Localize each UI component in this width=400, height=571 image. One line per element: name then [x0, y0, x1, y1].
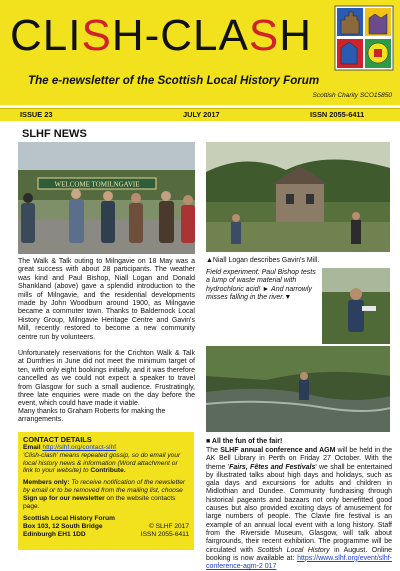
title-part: S	[248, 11, 280, 60]
fair-text-italic: Scottish Local History	[257, 546, 330, 554]
issue-date: JULY 2017	[183, 110, 220, 119]
contact-issn: ISSN 2055-6411	[140, 530, 189, 538]
contact-email	[23, 444, 189, 452]
address-line2: Edinburgh EH1 1DD	[23, 530, 86, 538]
issue-bar	[0, 108, 400, 121]
members-info	[23, 479, 189, 510]
slhf-logo-icon	[335, 6, 393, 70]
section-title: SLHF NEWS	[22, 128, 87, 140]
article-paragraph: The Walk & Talk outing to Milngavie on 18 May was a great success with about 28 participants. The weather was kind and Paul Bishop, Niall Logan and Donald Shankland (above) gave a splendid introduction to the mills of Milngavie, and the residential developments made by John Woodburn around 1900, as Milngavie became a commuter town. Thanks to Baldernock Local History Group, Milngavie Heritage Centre and Gavin's Mill, recently restored to become a new community centre run by volunteers.	[18, 258, 195, 341]
fair-text: The	[206, 447, 221, 454]
article-paragraph: Unfortunately reservations for the Crichton Walk & Talk at Dumfries in June did not meet the minimum target of ten, with only eight bookings initially, and it was therefore cancelled as we could not expect a speaker to travel from Glasgow for such a small audience. Frustratingly, three late enquiries were made on the day before the event, which could have made it viable.	[18, 350, 195, 408]
conference-booking-link[interactable]: https://www.slhf.org/event/slhf-conference-agm-2 017	[206, 554, 392, 571]
fair-text: ' we shall be entertained by illustrated talks about high days and holidays, such as gala days and excursions for adults and children in Midlothian and Dundee. Community fundraising through historical pageants and bazaars not only benefitted good causes but also provided exciting days of amusement for large numbers of people. The Clavie fire festival is an example of an annual local event with a long history. Staff from the Riverside Museum, Glasgow, will talk about fairgrounds, their recent exhibition. The programme will be circulated with	[206, 463, 393, 554]
org-name: Scottish Local History Forum	[23, 515, 115, 523]
newsletter-title	[10, 11, 313, 60]
river-photo	[206, 346, 390, 432]
contribute-text: Contribute.	[90, 467, 126, 475]
issue-issn: ISSN 2055-6411	[310, 110, 365, 119]
gavins-mill-photo	[206, 142, 390, 252]
caption-niall-logan: ▲Niall Logan describes Gavin's Mill.	[206, 257, 320, 264]
title-part: H	[279, 11, 313, 60]
masthead	[0, 0, 400, 105]
address-line1: Box 103, 12 South Bridge	[23, 523, 103, 531]
title-part: S	[81, 11, 112, 60]
fair-heading: ■ All the fun of the fair!	[206, 438, 283, 445]
email-label: Email	[23, 444, 43, 451]
issue-number: ISSUE 23	[20, 110, 53, 119]
title-part: CLI	[10, 11, 82, 60]
members-text: To receive notification of the newsletter by email or to be removed from the mailing list, choose	[23, 479, 186, 494]
newsletter-subtitle: The e-newsletter of the Scottish Local History Forum	[28, 74, 320, 87]
contact-text: 'Clish-clash' means repeated gossip, so do email your local history news & information (Word attachment or link to your website) to	[23, 451, 181, 475]
contact-link[interactable]: http://slhf.org/contact-slhf	[42, 444, 117, 451]
signup-text: Sign up for our newsletter	[23, 494, 105, 502]
members-end: on the website contacts page.	[23, 494, 176, 510]
acid-test-photo	[322, 268, 390, 344]
caption-field-experiment: Field experiment: Paul Bishop tests a lump of waste material with hydrochloric acid! ► And narrowly misses falling in the river.▼	[206, 269, 316, 302]
walk-group-photo	[18, 142, 195, 254]
address-row	[23, 523, 189, 531]
address-row	[23, 531, 189, 539]
members-label: Members only:	[23, 479, 70, 487]
article-paragraph: Many thanks to Graham Roberts for making the arrangements.	[18, 408, 166, 424]
contact-heading: CONTACT DETAILS	[23, 435, 92, 444]
sign-text: WELCOME TOMILNGAVIE	[54, 180, 140, 189]
copyright: © SLHF 2017	[148, 523, 189, 531]
fair-text-bold: SLHF annual conference and AGM	[220, 447, 336, 454]
title-part: H-CLA	[111, 11, 249, 60]
fair-text: will be held in the AK Bell Library in Perth on Friday 27 October. With the theme '	[206, 447, 392, 471]
contact-box	[18, 432, 194, 550]
charity-number: Scottish Charity SCO15850	[312, 92, 392, 99]
fair-text: in August. Online booking is now available at:	[206, 546, 393, 562]
fair-article	[206, 447, 392, 571]
fair-theme: Fairs, Fêtes and Festivals	[229, 463, 316, 471]
contact-info	[23, 452, 189, 475]
